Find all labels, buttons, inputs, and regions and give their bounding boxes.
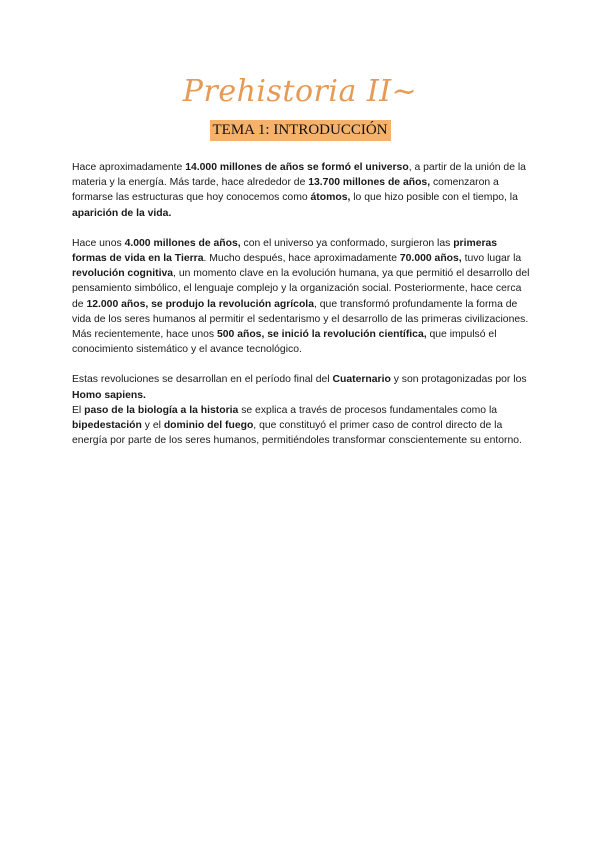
bold-text: bipedestación bbox=[72, 420, 142, 432]
text-run: lo que hizo posible con el tiempo, la bbox=[350, 192, 518, 204]
page-title: Prehistoria II~ bbox=[182, 74, 418, 109]
bold-text: Cuaternario bbox=[332, 374, 391, 386]
bold-text: revolución cognitiva bbox=[72, 268, 174, 280]
text-run: , a partir de la unión de la materia y la energía. Más tarde, hace alrededor de bbox=[72, 162, 526, 189]
text-run: y son protagonizadas por los bbox=[390, 374, 527, 386]
bold-text: 13.700 millones de años, bbox=[308, 177, 431, 189]
text-run: con el universo ya conformado, surgieron las bbox=[240, 237, 454, 249]
text-run: Hace unos bbox=[72, 237, 125, 249]
bold-text: primeras formas de vida en la Tierra bbox=[72, 237, 498, 265]
bold-text: paso de la biología a la historia bbox=[84, 404, 239, 416]
bold-text: 70.000 años, bbox=[399, 253, 462, 265]
bold-text: 4.000 millones de años, bbox=[124, 237, 241, 249]
subtitle-wrapper bbox=[0, 120, 600, 141]
text-run: comenzaron a formarse las estructuras que hoy conocemos como bbox=[72, 177, 499, 204]
text-run: . Mucho después, hace aproximadamente bbox=[203, 253, 400, 265]
text-run: , un momento clave en la evolución humana, ya que permitió el desarrollo del pensamiento simbólico, el lenguaje complejo y la organización social. Posteriormente, hace cerca de bbox=[72, 268, 530, 310]
bold-text: 14.000 millones de años se formó el universo bbox=[185, 162, 409, 173]
text-run: y el bbox=[141, 420, 164, 432]
bold-text: átomos, bbox=[310, 192, 351, 204]
text-run: El bbox=[72, 404, 85, 416]
text-run: se explica a través de procesos fundamentales como la bbox=[238, 404, 498, 416]
text-run: Hace aproximadamente bbox=[72, 162, 186, 173]
body-text bbox=[72, 160, 532, 463]
paragraph-biology-history bbox=[72, 403, 532, 449]
bold-text: 500 años, se inició la revolución científica, bbox=[216, 329, 427, 341]
text-run: que impulsó el conocimiento sistemático y el avance tecnológico. bbox=[72, 329, 497, 356]
text-run: tuvo lugar la bbox=[461, 253, 522, 265]
section-heading: TEMA 1: INTRODUCCIÓN bbox=[210, 120, 391, 141]
paragraph-quaternary bbox=[72, 372, 532, 402]
bold-text: dominio del fuego bbox=[163, 420, 254, 432]
bold-text: 12.000 años, se produjo la revolución agrícola bbox=[86, 298, 314, 310]
paragraph-revolutions bbox=[72, 236, 532, 358]
text-run: Estas revoluciones se desarrollan en el período final del bbox=[72, 374, 333, 386]
bold-text: aparición de la vida. bbox=[72, 207, 172, 219]
text-run: , que constituyó el primer caso de control directo de la energía por parte de los seres humanos, permitiéndoles transformar conscientemente su entorno. bbox=[72, 420, 522, 447]
paragraph-universe bbox=[72, 160, 532, 221]
bold-text: Homo sapiens. bbox=[72, 389, 146, 401]
text-run: , que transformó profundamente la forma de vida de los seres humanos al permitir el sedentarismo y el desarrollo de las primeras civilizaciones. Más recientemente, hace unos bbox=[72, 298, 529, 341]
